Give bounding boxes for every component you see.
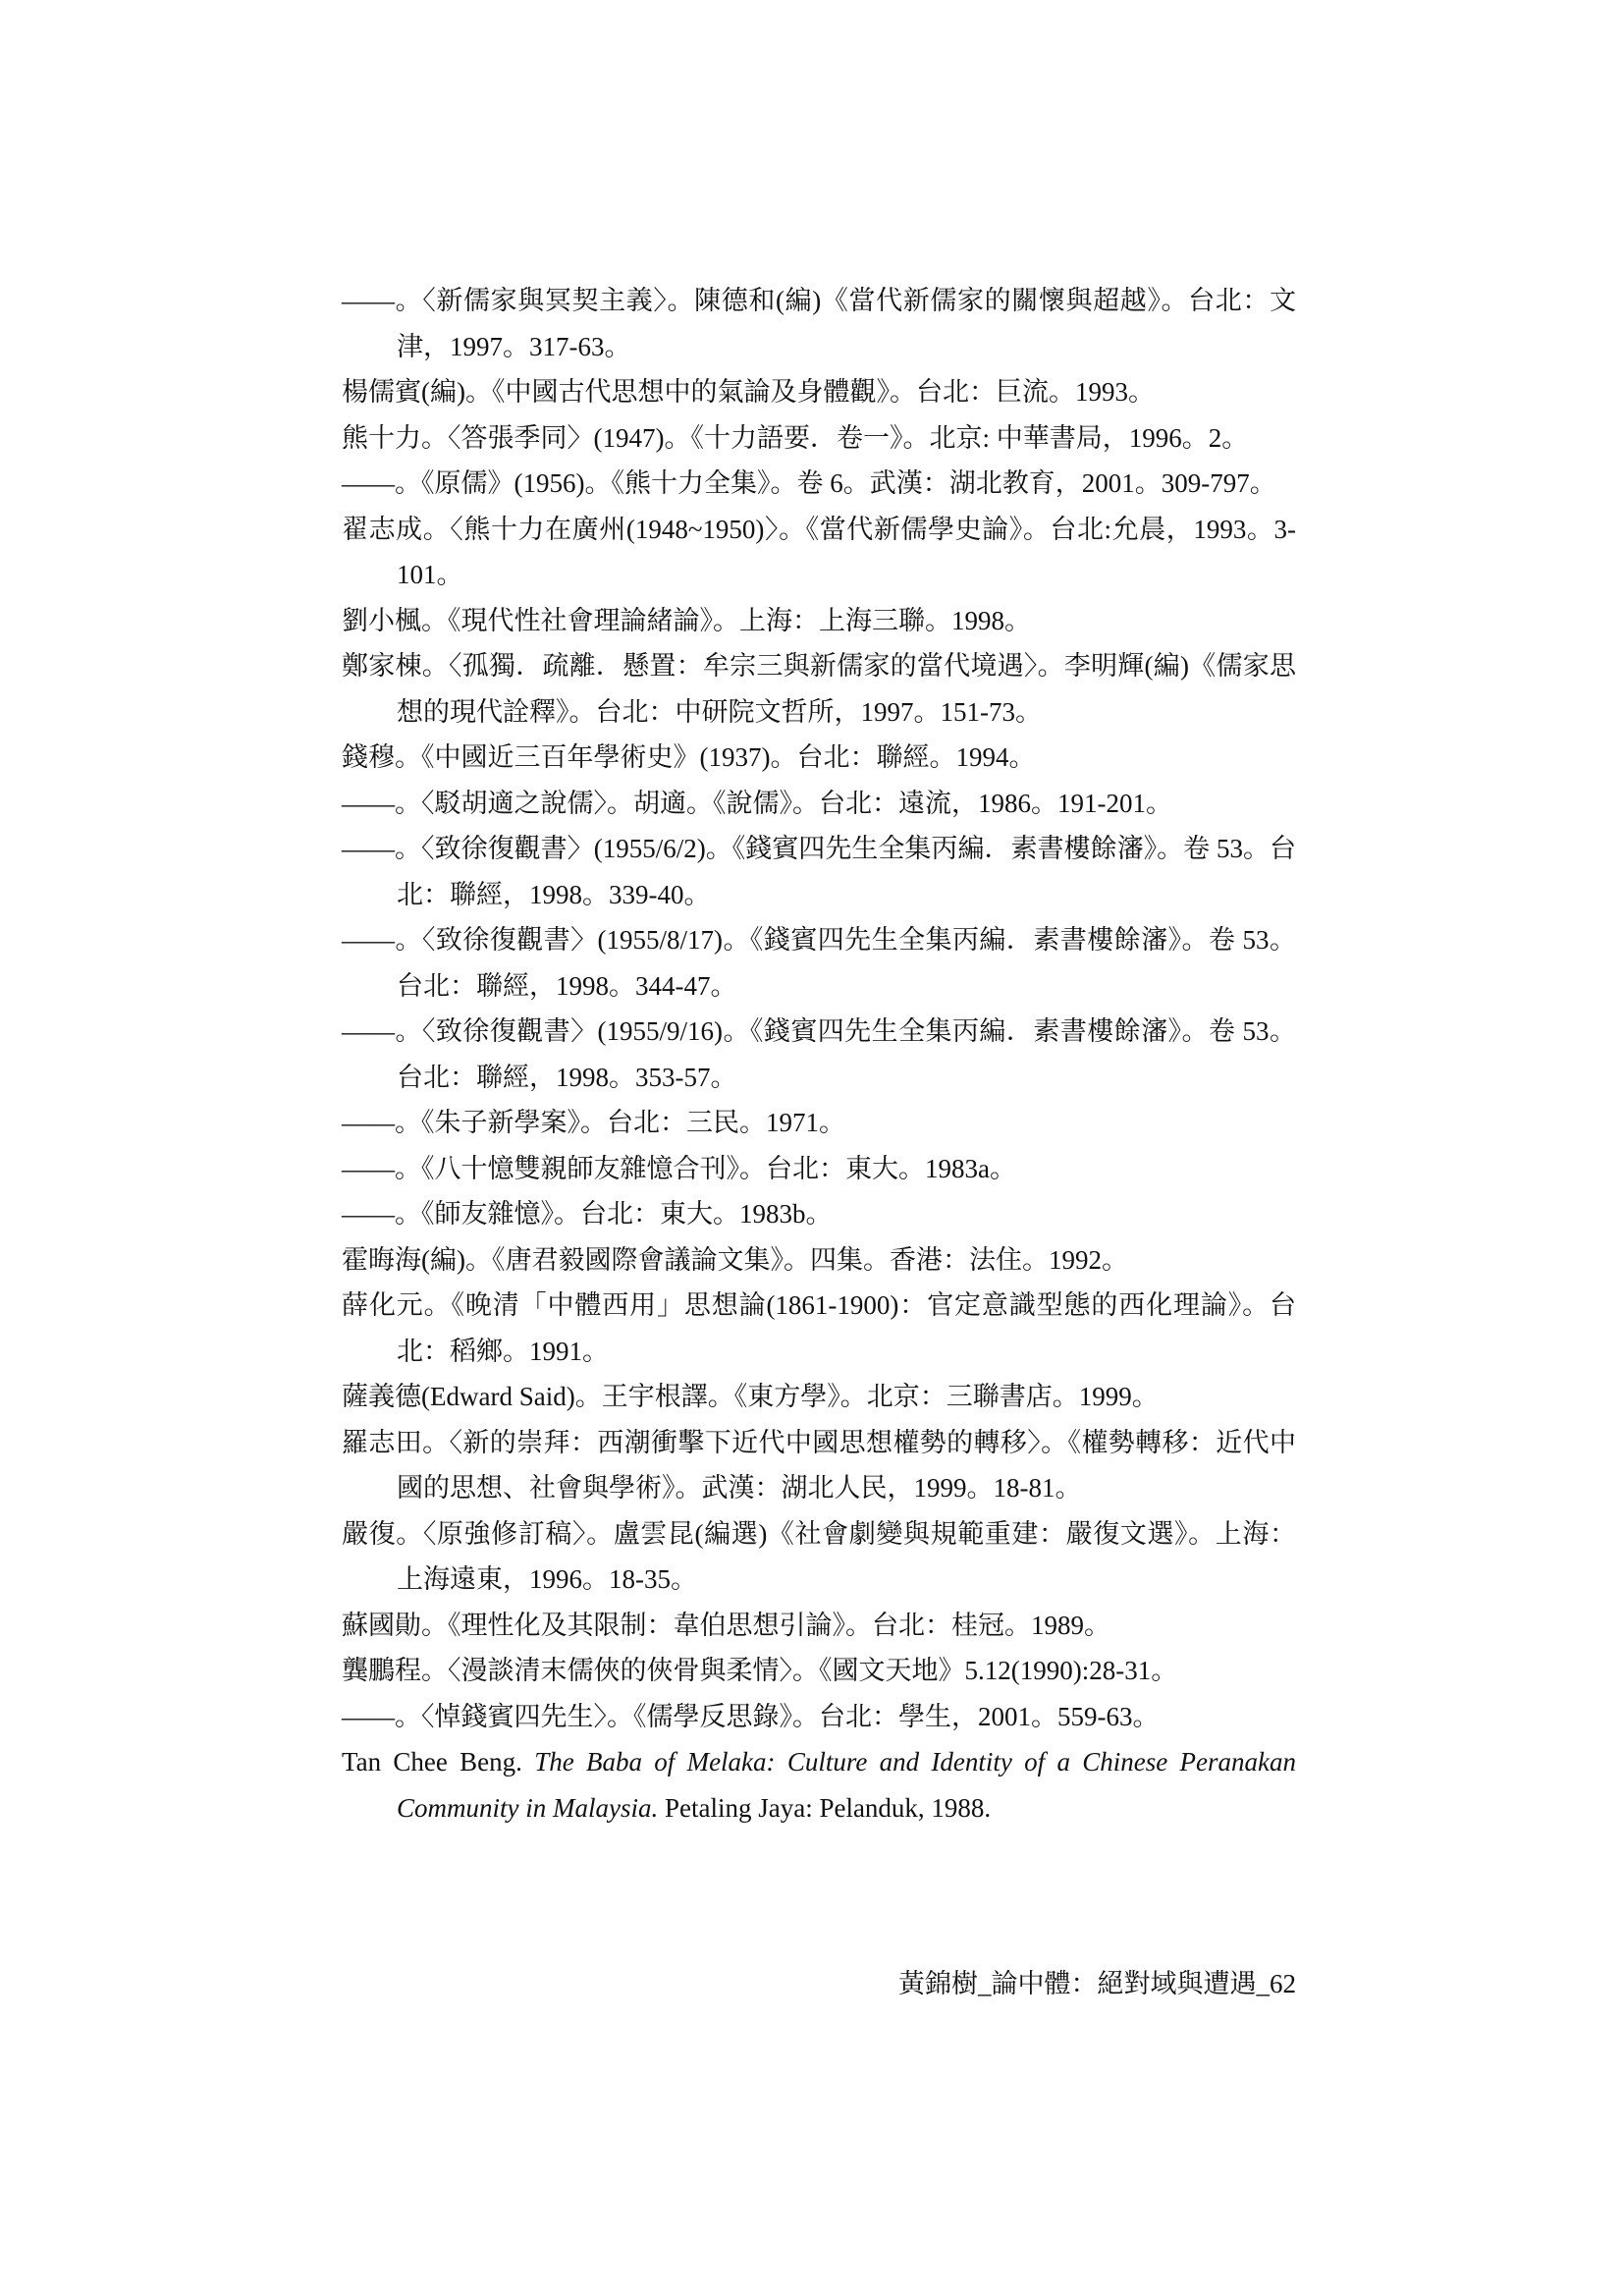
bibliography-entry: 薛化元。《晚清「中體西用」思想論(1861-1900)：官定意識型態的西化理論》。台北：稻鄉。1991。 bbox=[342, 1290, 1296, 1366]
bibliography-entry: ——。〈致徐復觀書〉(1955/9/16)。《錢賓四先生全集丙編．素書樓餘瀋》。卷 53。台北：聯經，1998。353-57。 bbox=[342, 1016, 1296, 1092]
bibliography bbox=[342, 278, 1296, 1831]
bibliography-entry: 劉小楓。《現代性社會理論緒論》。上海：上海三聯。1998。 bbox=[342, 605, 1031, 635]
entry-book-title: The Baba of Melaka: Culture and Identity of a Chinese Peranakan Community in Malaysia. bbox=[397, 1747, 1297, 1823]
bibliography-entry: 錢穆。《中國近三百年學術史》(1937)。台北：聯經。1994。 bbox=[342, 742, 1036, 772]
bibliography-entry: ——。《八十憶雙親師友雜憶合刊》。台北：東大。1983a。 bbox=[342, 1153, 1016, 1183]
bibliography-entry: ——。〈新儒家與冥契主義〉。陳德和(編)《當代新儒家的關懷與超越》。台北：文津，1997。317-63。 bbox=[342, 286, 1296, 361]
bibliography-entry: 薩義德(Edward Said)。王宇根譯。《東方學》。北京：三聯書店。1999。 bbox=[342, 1382, 1159, 1411]
bibliography-entry: ——。《原儒》(1956)。《熊十力全集》。卷 6。武漢：湖北教育，2001。309-797。 bbox=[342, 468, 1276, 498]
bibliography-entry: 嚴復。〈原強修訂稿〉。盧雲昆(編選)《社會劇變與規範重建：嚴復文選》。上海：上海遠東，1996。18-35。 bbox=[342, 1518, 1296, 1594]
bibliography-entry: ——。〈悼錢賓四先生〉。《儒學反思錄》。台北：學生，2001。559-63。 bbox=[342, 1701, 1160, 1731]
entry-author: Tan Chee Beng. bbox=[342, 1747, 535, 1777]
bibliography-entry: ——。《朱子新學案》。台北：三民。1971。 bbox=[342, 1108, 845, 1137]
bibliography-entry: 翟志成。〈熊十力在廣州(1948~1950)〉。《當代新儒學史論》。台北:允晨，1993。3-101。 bbox=[342, 514, 1296, 589]
bibliography-entry: ——。《師友雜憶》。台北：東大。1983b。 bbox=[342, 1199, 833, 1229]
bibliography-entry: 楊儒賓(編)。《中國古代思想中的氣論及身體觀》。台北：巨流。1993。 bbox=[342, 377, 1155, 407]
page-footer: 黃錦樹_論中體：絕對域與遭遇_62 bbox=[898, 1969, 1296, 1998]
bibliography-entry: 鄭家棟。〈孤獨．疏離．懸置：牟宗三與新儒家的當代境遇〉。李明輝(編)《儒家思想的現代詮釋》。台北：中研院文哲所，1997。151-73。 bbox=[342, 651, 1296, 727]
entry-publisher: Petaling Jaya: Pelanduk, 1988. bbox=[658, 1792, 992, 1823]
bibliography-entry: 霍晦海(編)。《唐君毅國際會議論文集》。四集。香港：法住。1992。 bbox=[342, 1244, 1128, 1275]
bibliography-entry: ——。〈駁胡適之說儒〉。胡適。《說儒》。台北：遠流，1986。191-201。 bbox=[342, 788, 1172, 818]
bibliography-entry: 羅志田。〈新的崇拜：西潮衝擊下近代中國思想權勢的轉移〉。《權勢轉移：近代中國的思想、社會與學術》。武漢：湖北人民，1999。18-81。 bbox=[342, 1427, 1296, 1503]
bibliography-entry: 龔鵬程。〈漫談清末儒俠的俠骨與柔情〉。《國文天地》5.12(1990):28-31。 bbox=[342, 1656, 1178, 1685]
bibliography-entry: 熊十力。〈答張季同〉(1947)。《十力語要．卷一》。北京: 中華書局，1996。2。 bbox=[342, 422, 1249, 453]
bibliography-entry: 蘇國勛。《理性化及其限制：韋伯思想引論》。台北：桂冠。1989。 bbox=[342, 1610, 1110, 1640]
bibliography-entry-english bbox=[342, 1739, 1296, 1831]
bibliography-entry: ——。〈致徐復觀書〉(1955/8/17)。《錢賓四先生全集丙編．素書樓餘瀋》。卷 53。台北：聯經，1998。344-47。 bbox=[342, 925, 1296, 1001]
bibliography-entry: ——。〈致徐復觀書〉(1955/6/2)。《錢賓四先生全集丙編．素書樓餘瀋》。卷 53。台北：聯經，1998。339-40。 bbox=[342, 834, 1296, 909]
